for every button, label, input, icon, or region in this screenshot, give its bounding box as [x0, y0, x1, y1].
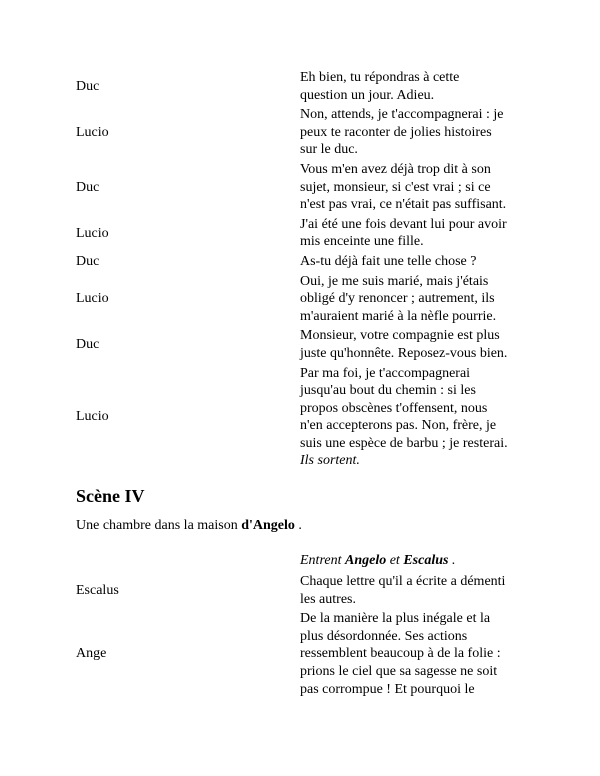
entrance-character: Escalus	[403, 553, 449, 568]
dialogue-line: plus désordonnée. Ses actions	[300, 628, 468, 644]
dialogue-text	[300, 69, 550, 104]
dialogue-line: prions le ciel que sa sagesse ne soit	[300, 663, 498, 679]
dialogue-line: Monsieur, votre compagnie est plus	[300, 328, 500, 344]
dialogue-text	[300, 253, 550, 271]
dialogue-row	[76, 253, 550, 271]
dialogue-line: propos obscènes t'offensent, nous	[300, 400, 488, 416]
dialogue-line: Eh bien, tu répondras à cette	[300, 70, 460, 85]
speaker-name: Lucio	[76, 225, 109, 241]
stage-direction-entrance	[300, 553, 455, 569]
dialogue-line: m'auraient marié à la nèfle pourrie.	[300, 308, 497, 324]
dialogue-row	[76, 573, 550, 608]
dialogue-line: Oui, je me suis marié, mais j'étais	[300, 273, 489, 289]
dialogue-text	[300, 610, 550, 698]
entrance-end: .	[448, 553, 456, 568]
speaker-name: Escalus	[76, 582, 119, 598]
dialogue-line: les autres.	[300, 591, 356, 607]
dialogue-text	[300, 365, 550, 471]
speaker-name: Duc	[76, 337, 100, 353]
dialogue-row	[76, 69, 550, 104]
dialogue-line: Chaque lettre qu'il a écrite a démenti	[300, 574, 506, 589]
dialogue-table-part2	[76, 573, 550, 698]
dialogue-line: n'en accepterons pas. Non, frère, je	[300, 418, 497, 434]
speaker-name: Ange	[76, 646, 107, 662]
dialogue-row	[76, 216, 550, 251]
dialogue-line: Non, attends, je t'accompagnerai : je	[300, 107, 504, 123]
entrance-character: Angelo	[344, 553, 387, 568]
dialogue-text	[300, 327, 550, 362]
speaker-name: Lucio	[76, 409, 109, 425]
scene-title: Scène IV	[76, 486, 145, 506]
dialogue-line: question un jour. Adieu.	[300, 87, 435, 103]
dialogue-line: ressemblent beaucoup à de la folie :	[300, 646, 501, 662]
dialogue-table-part1	[76, 69, 550, 470]
dialogue-row	[76, 106, 550, 159]
dialogue-row	[76, 327, 550, 362]
dialogue-text	[300, 161, 550, 214]
dialogue-line: peux te raconter de jolies histoires	[300, 124, 492, 140]
scene-description	[76, 518, 302, 534]
dialogue-line: pas corrompue ! Et pourquoi le	[300, 681, 475, 697]
dialogue-text	[300, 273, 550, 326]
dialogue-text	[300, 216, 550, 251]
dialogue-line: n'est pas vrai, ce n'était pas suffisant.	[300, 197, 507, 213]
dialogue-line: sujet, monsieur, si c'est vrai ; si ce	[300, 179, 491, 195]
dialogue-line: Vous m'en avez déjà trop dit à son	[300, 161, 491, 177]
dialogue-line: suis une espèce de barbu ; je resterai.	[300, 435, 508, 451]
dialogue-line: jusqu'au bout du chemin : si les	[300, 383, 476, 399]
dialogue-line: sur le duc.	[300, 142, 358, 158]
dialogue-row	[76, 273, 550, 326]
stage-direction: Ils sortent.	[300, 453, 360, 469]
dialogue-row	[76, 161, 550, 214]
dialogue-line: mis enceinte une fille.	[300, 234, 424, 250]
dialogue-line: J'ai été une fois devant lui pour avoir	[300, 216, 507, 232]
speaker-name: Lucio	[76, 291, 109, 307]
speaker-name: Duc	[76, 179, 100, 195]
scene-description-end: .	[294, 518, 302, 533]
dialogue-line: juste qu'honnête. Reposez-vous bien.	[300, 345, 508, 361]
dialogue-text	[300, 106, 550, 159]
dialogue-line: Par ma foi, je t'accompagnerai	[300, 365, 471, 381]
scene-description-name: d'Angelo	[241, 518, 295, 533]
speaker-name: Lucio	[76, 124, 109, 140]
dialogue-line: obligé d'y renoncer ; autrement, ils	[300, 291, 495, 307]
dialogue-text	[300, 573, 550, 608]
entrance-word: et	[389, 553, 400, 568]
entrance-word: Entrent	[300, 553, 342, 568]
dialogue-line: As-tu déjà fait une telle chose ?	[300, 253, 477, 269]
speaker-name: Duc	[76, 253, 100, 269]
dialogue-row	[76, 610, 550, 698]
dialogue-row	[76, 365, 550, 471]
scene-description-text: Une chambre dans la maison	[76, 518, 238, 533]
dialogue-line: De la manière la plus inégale et la	[300, 611, 491, 627]
speaker-name: Duc	[76, 78, 100, 94]
